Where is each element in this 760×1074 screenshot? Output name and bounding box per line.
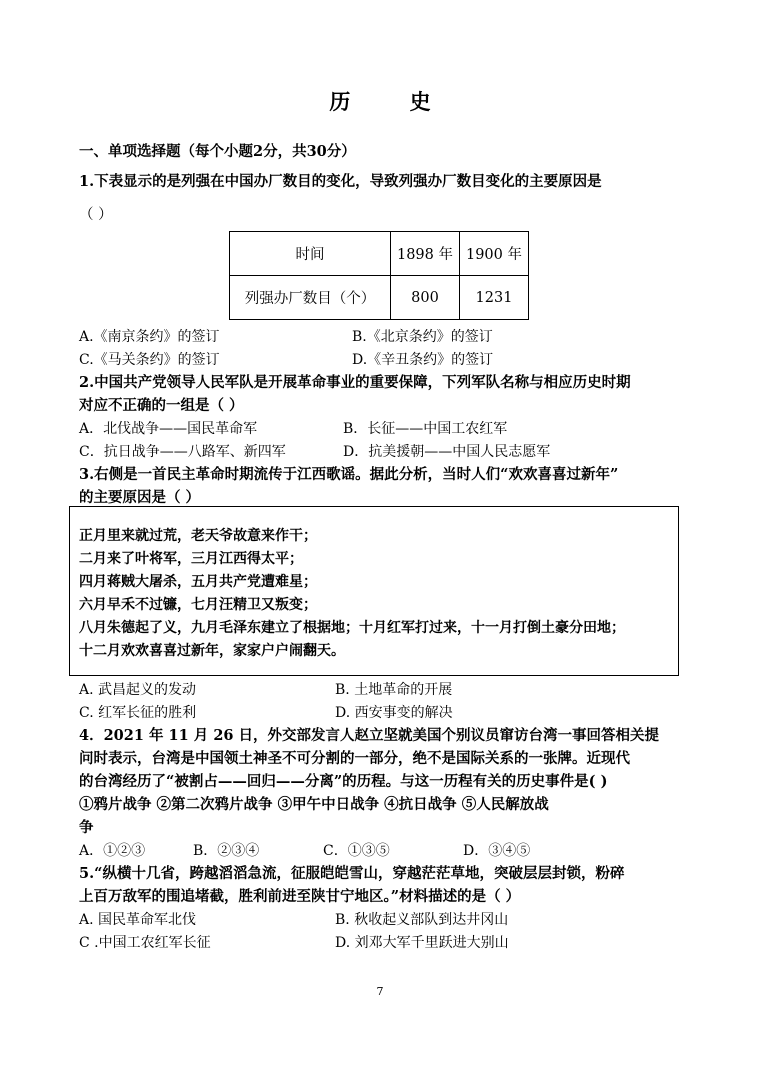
table-cell: 1231 xyxy=(460,276,529,320)
q3-option-d: D. 西安事变的解决 xyxy=(335,705,453,721)
table-row xyxy=(230,276,529,320)
poem-line: 六月早禾不过镰，七月汪精卫又叛变； xyxy=(79,597,317,613)
q3-option-a: A. 武昌起义的发动 xyxy=(79,682,197,698)
poem-line: 八月朱德起了义，九月毛泽东建立了根据地；十月红军打过来，十一月打倒土豪分田地； xyxy=(79,620,625,636)
q2-option-b: B．长征——中国工农红军 xyxy=(343,421,508,437)
q4-events-line-cont: 争 xyxy=(79,819,94,836)
q2-option-a: A．北伐战争——国民革命军 xyxy=(79,421,258,437)
q1-table xyxy=(229,231,529,320)
q3-option-c: C. 红军长征的胜利 xyxy=(79,705,197,721)
poem-line: 十二月欢欢喜喜过新年，家家户户闹翻天。 xyxy=(79,643,345,659)
q5-option-b: B. 秋收起义部队到达井冈山 xyxy=(335,912,509,928)
q4-events-line: ①鸦片战争 ②第二次鸦片战争 ③甲午中日战争 ④抗日战争 ⑤人民解放战 xyxy=(79,796,549,813)
q2-option-c: C．抗日战争——八路军、新四军 xyxy=(79,444,286,460)
q1-option-b: B.《北京条约》的签订 xyxy=(352,329,493,345)
table-cell: 1900 年 xyxy=(460,232,529,276)
q3-option-b: B. 土地革命的开展 xyxy=(335,682,453,698)
table-cell: 列强办厂数目（个） xyxy=(230,276,391,320)
section-heading: 一、单项选择题（每个小题2分，共30分） xyxy=(79,143,356,160)
q1-stem: 1.下表显示的是列强在中国办厂数目的变化，导致列强办厂数目变化的主要原因是 xyxy=(79,173,602,190)
q5-option-a: A. 国民革命军北伐 xyxy=(79,912,197,928)
q4-option-c: C．①③⑤ xyxy=(323,843,390,859)
q5-option-c: C .中国工农红军长征 xyxy=(79,935,211,951)
table-row xyxy=(230,232,529,276)
q1-option-c: C.《马关条约》的签订 xyxy=(79,352,220,368)
q5-stem-line2: 上百万敌军的围追堵截，胜利前进至陕甘宁地区。”材料描述的是（ ） xyxy=(79,888,521,905)
q1-option-a: A.《南京条约》的签订 xyxy=(79,329,220,345)
q2-stem-line2: 对应不正确的一组是（ ） xyxy=(79,397,244,414)
table-cell: 800 xyxy=(391,276,460,320)
q4-stem-line2: 问时表示，台湾是中国领土神圣不可分割的一部分，绝不是国际关系的一张牌。近现代 xyxy=(79,750,630,767)
q3-poem-box xyxy=(69,506,679,676)
q4-stem-line3: 的台湾经历了“被割占——回归——分离”的历程。与这一历程有关的历史事件是( ) xyxy=(79,773,608,790)
q5-option-d: D. 刘邓大军千里跃进大别山 xyxy=(335,935,509,951)
poem-line: 二月来了叶将军，三月江西得太平； xyxy=(79,551,303,567)
q4-option-d: D．③④⑤ xyxy=(463,843,531,859)
q5-stem-line1: 5.“纵横十几省，跨越滔滔急流，征服皑皑雪山，穿越茫茫草地，突破层层封锁，粉碎 xyxy=(79,865,625,882)
q4-stem-line1: 4．2021 年 11 月 26 日，外交部发言人赵立坚就美国个别议员窜访台湾一事回答相关提 xyxy=(79,727,660,744)
q2-option-d: D．抗美援朝——中国人民志愿军 xyxy=(343,444,551,460)
table-cell: 时间 xyxy=(230,232,391,276)
q4-option-b: B．②③④ xyxy=(193,843,260,859)
page-number: 7 xyxy=(376,985,384,998)
q4-option-a: A．①②③ xyxy=(79,843,146,859)
poem-line: 四月蒋贼大屠杀，五月共产党遭难星； xyxy=(79,574,317,590)
q2-stem-line1: 2.中国共产党领导人民军队是开展革命事业的重要保障，下列军队名称与相应历史时期 xyxy=(79,374,631,391)
q1-answer-paren: （ ） xyxy=(79,207,113,223)
page-title: 历 史 xyxy=(329,89,457,114)
q3-stem-line2: 的主要原因是（ ） xyxy=(79,489,201,506)
table-cell: 1898 年 xyxy=(391,232,460,276)
q1-option-d: D.《辛丑条约》的签订 xyxy=(352,352,494,368)
poem-line: 正月里来就过荒，老天爷故意来作干； xyxy=(79,528,317,544)
q3-stem-line1: 3.右侧是一首民主革命时期流传于江西歌谣。据此分析，当时人们“欢欢喜喜过新年” xyxy=(79,466,619,483)
